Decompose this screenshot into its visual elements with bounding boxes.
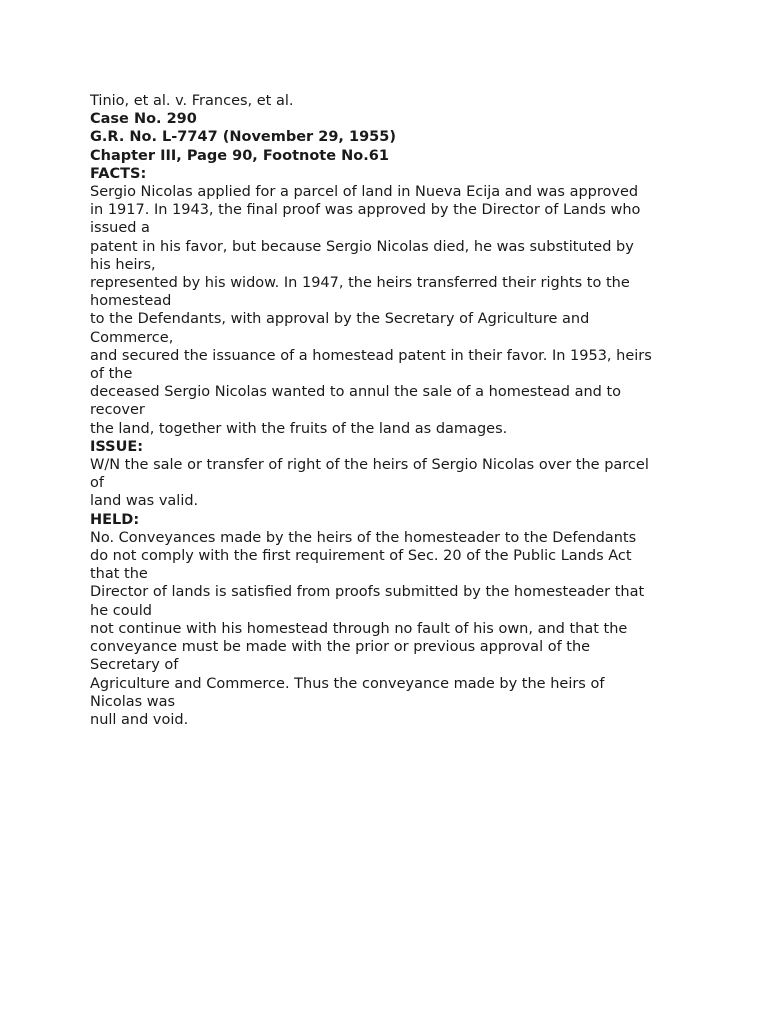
held-line: null and void. [90, 711, 189, 728]
issue-body [90, 456, 690, 511]
held-line: Director of lands is satisfied from proofs submitted by the homesteader that [90, 584, 645, 601]
facts-line: his heirs, [90, 256, 156, 273]
facts-line: Commerce, [90, 329, 174, 346]
held-line: Agriculture and Commerce. Thus the conveyance made by the heirs of [90, 675, 605, 692]
held-line: do not comply with the first requirement of Sec. 20 of the Public Lands Act [90, 548, 632, 565]
held-body [90, 529, 690, 729]
facts-body [90, 183, 690, 438]
facts-line: issued a [90, 220, 150, 237]
facts-line: in 1917. In 1943, the final proof was approved by the Director of Lands who [90, 202, 641, 219]
reference-line: Chapter III, Page 90, Footnote No.61 [90, 147, 389, 164]
issue-line: land was valid. [90, 493, 199, 510]
facts-line: of the [90, 366, 133, 383]
held-line: conveyance must be made with the prior or previous approval of the [90, 639, 591, 656]
issue-heading: ISSUE: [90, 438, 144, 455]
held-line: he could [90, 602, 152, 619]
facts-line: to the Defendants, with approval by the Secretary of Agriculture and [90, 311, 590, 328]
held-line: that the [90, 566, 148, 583]
issue-line: W/N the sale or transfer of right of the heirs of Sergio Nicolas over the parcel [90, 457, 649, 474]
facts-line: homestead [90, 293, 172, 310]
gr-number: G.R. No. L-7747 (November 29, 1955) [90, 129, 396, 146]
case-title: Tinio, et al. v. Frances, et al. [90, 93, 294, 109]
facts-line: Sergio Nicolas applied for a parcel of land in Nueva Ecija and was approved [90, 184, 639, 201]
case-number: Case No. 290 [90, 111, 197, 128]
facts-heading: FACTS: [90, 165, 147, 182]
document-page [90, 92, 690, 729]
held-line: not continue with his homestead through no fault of his own, and that the [90, 620, 628, 637]
facts-line: represented by his widow. In 1947, the heirs transferred their rights to the [90, 275, 630, 292]
facts-line: recover [90, 402, 145, 419]
facts-line: and secured the issuance of a homestead patent in their favor. In 1953, heirs [90, 347, 652, 364]
facts-line: deceased Sergio Nicolas wanted to annul the sale of a homestead and to [90, 384, 622, 401]
facts-line: the land, together with the fruits of the land as damages. [90, 420, 508, 437]
held-heading: HELD: [90, 511, 140, 528]
facts-line: patent in his favor, but because Sergio Nicolas died, he was substituted by [90, 238, 634, 255]
held-line: Secretary of [90, 657, 179, 674]
held-line: No. Conveyances made by the heirs of the homesteader to the Defendants [90, 529, 637, 546]
issue-line: of [90, 475, 104, 492]
held-line: Nicolas was [90, 693, 176, 710]
